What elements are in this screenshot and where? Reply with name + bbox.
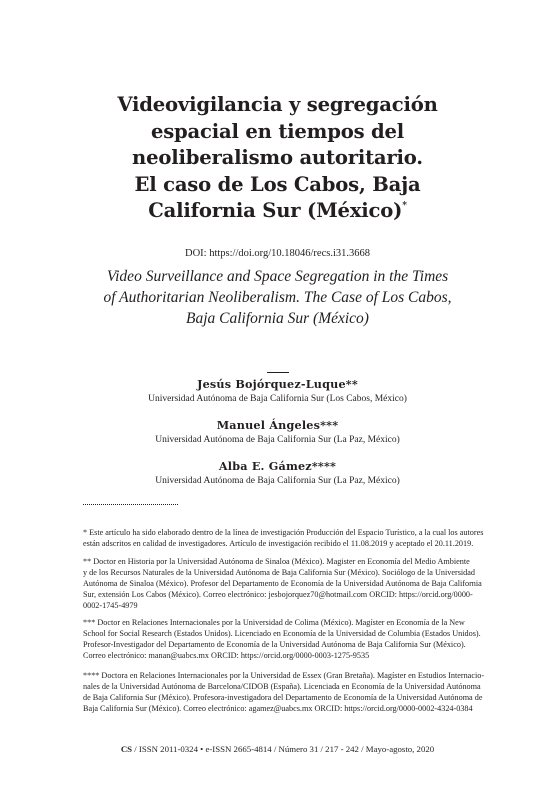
footnote-line: 0002-1745-4979 bbox=[83, 601, 138, 611]
footnote-line: Autónoma de Sinaloa (México). Profesor del Departamento de Economía de la Universidad Autónoma de Baja California bbox=[83, 579, 482, 589]
journal-abbrev: CS bbox=[120, 744, 133, 754]
footnote-line: Correo electrónico: manan@uabcs.mx ORCID: https://orcid.org/0000-0003-1275-9535 bbox=[83, 651, 370, 661]
title-footnote-mark: * bbox=[402, 201, 407, 211]
english-title-line: Video Surveillance and Space Segregation in the Times bbox=[106, 268, 449, 285]
title-line: El caso de Los Cabos, Baja bbox=[134, 172, 421, 196]
footnote bbox=[83, 617, 491, 661]
author-affiliation: Universidad Autónoma de Baja California Sur (La Paz, México) bbox=[155, 435, 400, 445]
footnote-line: y de los Recursos Naturales de la Universidad Autónoma de Baja California Sur (México). Sociólogo de la Universidad bbox=[83, 568, 475, 578]
author-name: Manuel Ángeles*** bbox=[216, 418, 339, 432]
page-footer bbox=[0, 744, 555, 754]
footnote-separator bbox=[83, 504, 178, 505]
issue-info: / ISSN 2011-0324 • e-ISSN 2665-4814 / Número 31 / 217 - 242 / Mayo-agosto, 2020 bbox=[132, 744, 435, 754]
footnote-line: School for Social Research (Estados Unidos). Licenciado en Economía de la Universidad de Columbia (Estados Unidos). bbox=[83, 629, 481, 639]
title-line-last bbox=[60, 198, 495, 225]
english-title-line: Baja California Sur (México) bbox=[186, 310, 369, 327]
author-affiliation: Universidad Autónoma de Baja California Sur (Los Cabos, México) bbox=[148, 394, 407, 404]
author-name: Alba E. Gámez**** bbox=[218, 459, 337, 473]
footnote-line: Sur, extensión Los Cabos (México). Correo electrónico: jesbojorquez70@hotmail.com ORCID: https://orcid.org/0000- bbox=[83, 590, 473, 600]
footnote bbox=[83, 670, 491, 714]
footnote-line: * Este artículo ha sido elaborado dentro de la línea de investigación Producción del Espacio Turístico, a la cual los autores bbox=[83, 528, 484, 537]
title-divider bbox=[267, 372, 289, 373]
footnote-line: nales de la Universidad Autónoma de Barcelona/CIDOB (España). Licenciada en Economía de la Universidad Autónoma bbox=[83, 682, 481, 692]
title-line: Videovigilancia y segregación bbox=[117, 93, 438, 116]
english-title bbox=[40, 266, 515, 329]
footnote-line: Baja California Sur (México). Correo electrónico: agamez@uabcs.mx ORCID: https://orcid.org/0000-0002-4324-0384 bbox=[83, 704, 473, 714]
article-title bbox=[60, 92, 495, 225]
footnote-line: de Baja California Sur (México). Profesora-investigadora del Departamento de Economía de la Universidad Autónoma de bbox=[83, 693, 483, 703]
footnote-line: están adscritos en calidad de investigadores. Artículo de investigación recibido el 11.08.2019 y aceptado el 20.11.2019. bbox=[83, 539, 474, 549]
author-affiliation: Universidad Autónoma de Baja California Sur (La Paz, México) bbox=[155, 476, 400, 486]
footnote-line: *** Doctor en Relaciones Internacionales por la Universidad de Colima (México). Magíster en Economía de la New bbox=[83, 618, 465, 627]
footnote-line: ** Doctor en Historia por la Universidad Autónoma de Sinaloa (México). Magister en Economía del Medio Ambiente bbox=[83, 557, 470, 566]
footnote-line: Profesor-Investigador del Departamento de Economía de la Universidad Autónoma de Baja California Sur (México). bbox=[83, 640, 466, 650]
footnote bbox=[83, 556, 491, 611]
title-line: espacial en tiempos del bbox=[150, 119, 405, 143]
footnote bbox=[83, 527, 491, 549]
doi: DOI: https://doi.org/10.18046/recs.i31.3668 bbox=[184, 248, 370, 259]
author-name: Jesús Bojórquez-Luque** bbox=[197, 377, 358, 391]
title-line: neoliberalismo autoritario. bbox=[132, 146, 423, 169]
english-title-line: of Authoritarian Neoliberalism. The Case of Los Cabos, bbox=[103, 289, 452, 306]
footnote-line: **** Doctora en Relaciones Internacionales por la Universidad de Essex (Gran Bretaña). Magíster en Estudios Internacio- bbox=[83, 671, 485, 680]
title-line: California Sur (México) bbox=[148, 199, 403, 222]
